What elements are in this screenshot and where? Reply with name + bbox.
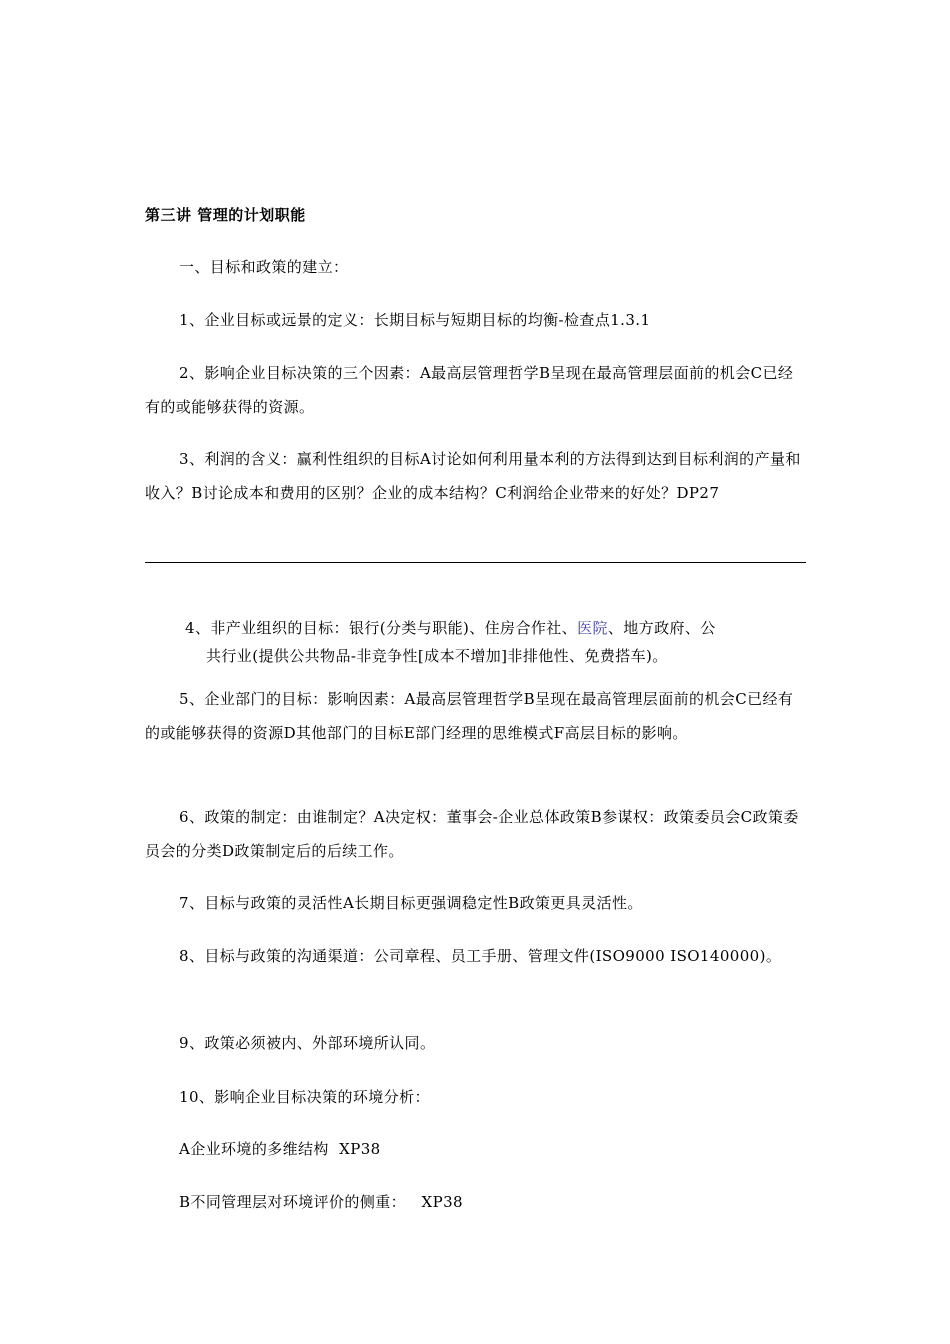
horizontal-divider	[145, 562, 806, 563]
list-item-4-text-end: 、地方政府、公	[607, 619, 716, 637]
list-item-4	[185, 614, 807, 670]
sub-item-b: B不同管理层对环境评价的侧重： XP38	[179, 1193, 463, 1211]
list-item-6: 6、政策的制定：由谁制定？A决定权：董事会-企业总体政策B参谋权：政策委员会C政策委员会的分类D政策制定后的后续工作。	[145, 808, 799, 860]
list-item-4-text-start: 4、非产业组织的目标：银行(分类与职能)、住房合作社、	[185, 619, 578, 637]
list-item-1: 1、企业目标或远景的定义：长期目标与短期目标的均衡-检查点1.3.1	[179, 311, 651, 329]
list-item-9: 9、政策必须被内、外部环境所认同。	[179, 1034, 436, 1052]
list-item-10: 10、影响企业目标决策的环境分析：	[179, 1088, 430, 1106]
page-title: 第三讲 管理的计划职能	[145, 206, 306, 224]
sub-item-a: A企业环境的多维结构 XP38	[179, 1140, 381, 1158]
list-item-3: 3、利润的含义：赢利性组织的目标A讨论如何利用量本利的方法得到达到目标利润的产量和收入？B讨论成本和费用的区别？企业的成本结构？C利润给企业带来的好处？DP27	[145, 450, 801, 502]
section-heading-1: 一、目标和政策的建立：	[179, 258, 349, 276]
list-item-7: 7、目标与政策的灵活性A长期目标更强调稳定性B政策更具灵活性。	[179, 894, 643, 912]
hospital-link[interactable]: 医院	[577, 619, 608, 637]
list-item-8: 8、目标与政策的沟通渠道：公司章程、员工手册、管理文件(ISO9000 ISO140000)。	[179, 947, 782, 965]
list-item-2: 2、影响企业目标决策的三个因素：A最高层管理哲学B呈现在最高管理层面前的机会C已经有的或能够获得的资源。	[145, 364, 794, 416]
list-item-5: 5、企业部门的目标：影响因素：A最高层管理哲学B呈现在最高管理层面前的机会C已经有的或能够获得的资源D其他部门的目标E部门经理的思维模式F高层目标的影响。	[145, 690, 794, 742]
list-item-4-line2: 共行业(提供公共物品-非竞争性[成本不增加]非排他性、免费搭车)。	[206, 647, 668, 665]
